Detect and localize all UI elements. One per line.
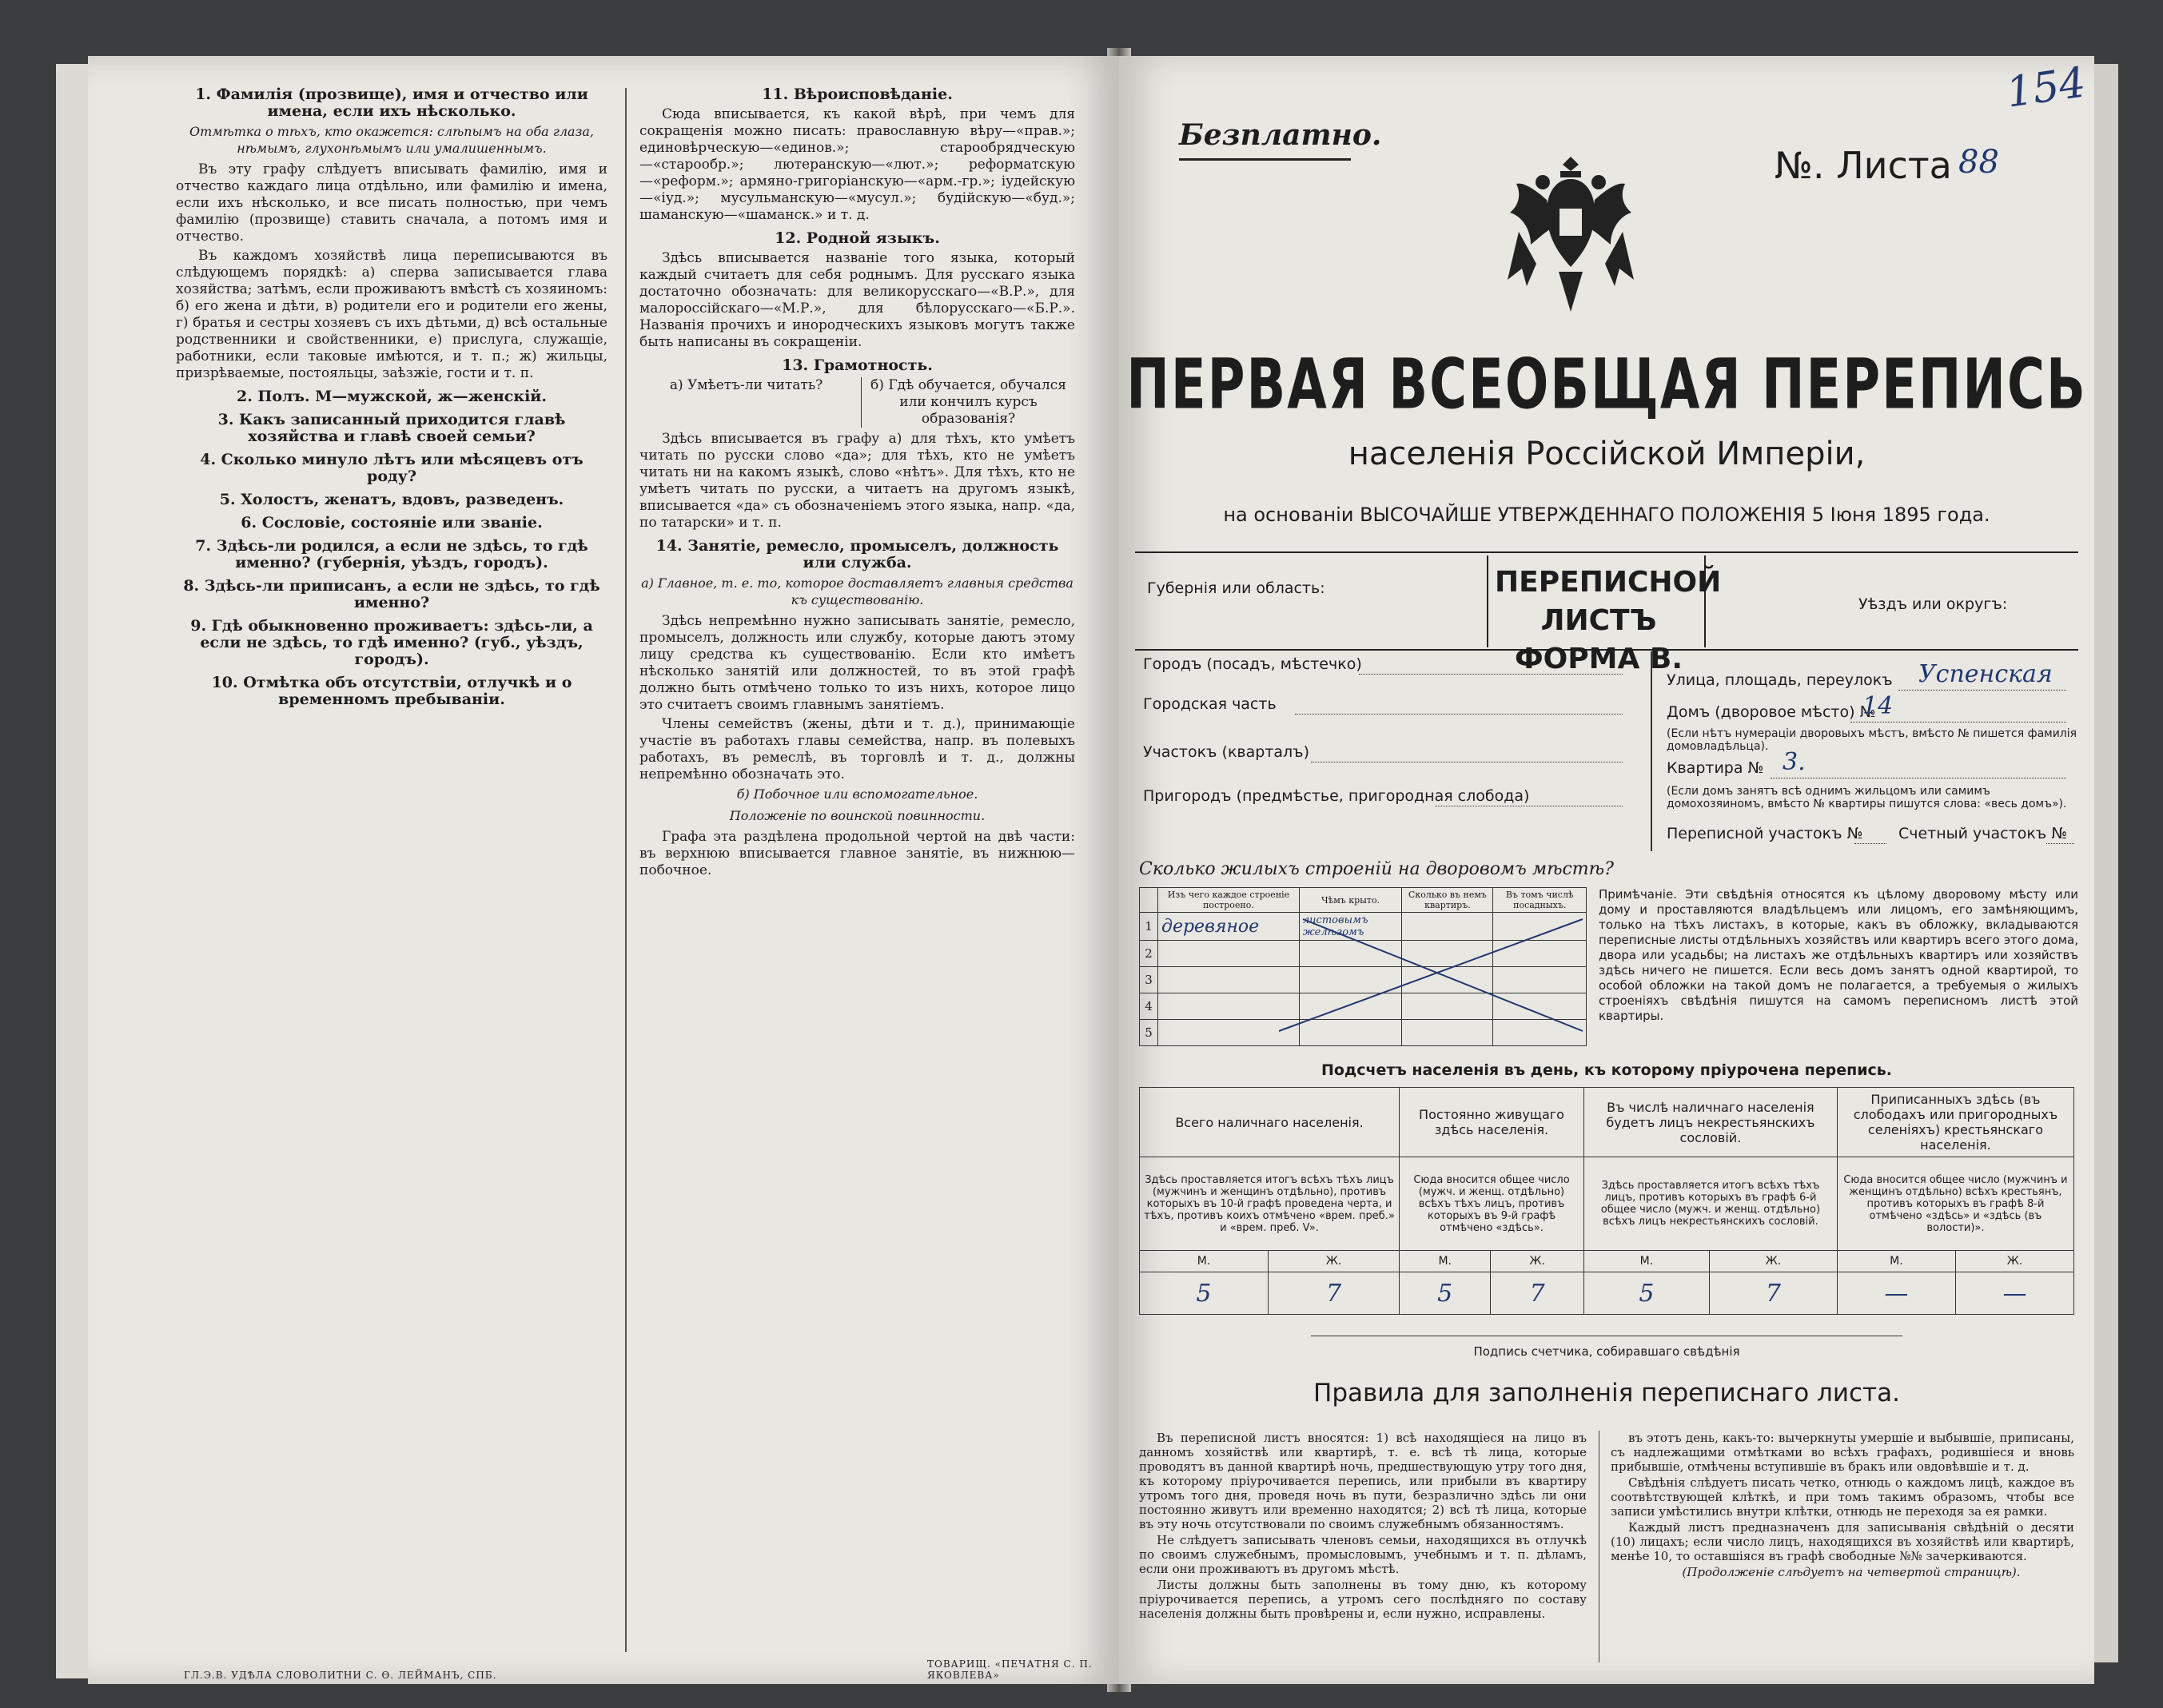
female-label: Ж.	[1491, 1251, 1584, 1272]
left-page	[88, 56, 1119, 1684]
signature-line[interactable]	[1311, 1335, 1902, 1336]
total-male-value[interactable]: 5	[1140, 1272, 1269, 1315]
permanent-female-value[interactable]: 7	[1491, 1272, 1584, 1315]
row-number: 3	[1140, 967, 1158, 993]
bld-header-material: Изъ чего каждое строеніе построено.	[1158, 888, 1300, 913]
literacy-subquestions	[639, 377, 1075, 428]
pop-header-peasant: Приписанныхъ здѣсь (въ слободахъ или пригородныхъ селеніяхъ) крестьянскаго населенія.	[1837, 1088, 2073, 1157]
rules-paragraph: Свѣдѣнія слѣдуетъ писать четко, отнюдь о каждомъ лицѣ, каждое въ соотвѣтствующей клѣткѣ, и при томъ такимъ образомъ, чтобы все записи умѣстились внутри клѣтки, отнюдь не переходя за ея рамки.	[1611, 1475, 2074, 1519]
female-label: Ж.	[1709, 1251, 1837, 1272]
heading-q4: 4. Сколько минуло лѣтъ или мѣсяцевъ отъ роду?	[200, 451, 584, 485]
instructions-column-2	[639, 80, 1075, 1660]
heading-q1: 1. Фамилія (прозвище), имя и отчество или имена, если ихъ нѣсколько.	[195, 86, 588, 120]
suburb-label: Пригородъ (предмѣстье, пригородная слобода)	[1143, 787, 1530, 805]
heading-q11: 11. Вѣроисповѣданіе.	[762, 86, 953, 103]
address-separator	[1651, 651, 1652, 851]
pop-desc-permanent: Сюда вносится общее число (мужч. и женщ. отдѣльно) всѣхъ тѣхъ лицъ, противъ которыхъ въ 9-й графѣ отмѣчено «здѣсь».	[1400, 1157, 1584, 1251]
nonpeasant-male-value[interactable]: 5	[1583, 1272, 1709, 1315]
heading-q10: 10. Отмѣтка объ отсутствіи, отлучкѣ и о временномъ пребываніи.	[211, 674, 572, 708]
rules-continued: (Продолженіе слѣдуетъ на четвертой страницѣ).	[1682, 1565, 2021, 1579]
pop-header-nonpeasant: Въ числѣ наличнаго населенія будетъ лицъ некрестьянскихъ сословій.	[1583, 1088, 1837, 1157]
form-title-line1: ПЕРЕПИСНОЙ ЛИСТЪ	[1495, 566, 1722, 637]
paragraph: Въ каждомъ хозяйствѣ лица переписываются въ слѣдующемъ порядкѣ: а) сперва записывается глава хозяйства; затѣмъ, если проживаютъ вмѣстѣ съ хозяиномъ: б) его жена и дѣти, в) родители его и родители его жены, г) братья и сестры хозяевъ съ ихъ дѣтьми, д) всѣ остальные родственники и свойственники, е) прислуга, служащіе, работники, если таковые имѣются, и т. п.; ж) жильцы, призрѣваемые, постояльцы, заѣзжіе, гости и т. п.	[176, 248, 607, 381]
female-label: Ж.	[1955, 1251, 2073, 1272]
building-material[interactable]	[1158, 967, 1300, 993]
bld-num-header	[1140, 888, 1158, 913]
heading-q5: 5. Холостъ, женатъ, вдовъ, разведенъ.	[219, 491, 564, 508]
rules-paragraph: Въ переписной листъ вносятся: 1) всѣ находящіеся на лицо въ данномъ хозяйствѣ или квартирѣ, т. е. всѣ тѣ лица, которые проводятъ въ данной квартирѣ ночь, предшествующую утру того дня, къ которому пріурочивается перепись, или прибыли въ квартиру утромъ того дня, проведя ночь въ пути, безразлично здѣсь ли они постоянно живутъ или временно находятся; 2) всѣ тѣ лица, которые въ эту ночь отсутствовали по своимъ служебнымъ обязанностямъ.	[1139, 1431, 1587, 1531]
paragraph: Здѣсь вписывается названіе того языка, который каждый считаетъ для себя роднымъ. Для русскаго языка достаточно обозначать: для великорусскаго—«В.Р.», для малороссійскаго—«М.Р.», для бѣлорусскаго—«Б.Р.». Названія прочихъ и инородческихъ языковъ могутъ также быть написаны въ сокращеніи.	[639, 250, 1075, 350]
street-field[interactable]	[1898, 689, 2066, 691]
q13b: б) Гдѣ обучается, обучался или кончилъ курсъ образованія?	[861, 377, 1075, 428]
left-page-stack	[56, 64, 88, 1678]
bld-header-roof: Чѣмъ крыто.	[1299, 888, 1401, 913]
pop-header-permanent: Постоянно живущаго здѣсь населенія.	[1400, 1088, 1584, 1157]
male-label: М.	[1140, 1251, 1269, 1272]
row-number: 2	[1140, 941, 1158, 967]
paragraph: Здѣсь непремѣнно нужно записывать занятіе, ремесло, промыселъ, должность или службу, которые даютъ этому лицу средства къ существованію. Если кто имѣетъ нѣсколько занятій или должностей, то въ этой графѣ должно быть отмѣчено только то изъ нихъ, которое лицо это считаетъ своимъ главнымъ занятіемъ.	[639, 613, 1075, 713]
rules-paragraph: Каждый листъ предназначенъ для записыванія свѣдѣній о десяти (10) лицахъ; если число лицъ, находящихся въ хозяйствѣ или квартирѣ, менѣе 10, то оставшіяся въ графѣ свободные №№ зачеркиваются.	[1611, 1520, 2074, 1563]
city-part-field[interactable]	[1295, 713, 1623, 715]
right-page	[1119, 56, 2094, 1684]
bld-header-residents: Въ томъ числѣ посадныхъ.	[1493, 888, 1587, 913]
district-label: Участокъ (кварталъ)	[1143, 743, 1310, 761]
left-footer: ГЛ.Э.В. УДѢЛА СЛОВОЛИТНИ С. Ѳ. ЛЕЙМАНЪ, СПБ.	[184, 1670, 497, 1681]
apartment-label: Квартира №	[1667, 759, 1764, 777]
row-number: 5	[1140, 1020, 1158, 1046]
heading-q12: 12. Родной языкъ.	[775, 229, 940, 247]
rules-column-2	[1611, 1431, 2074, 1581]
permanent-male-value[interactable]: 5	[1400, 1272, 1491, 1315]
house-field[interactable]	[1850, 721, 2066, 723]
apartment-value: 3.	[1783, 748, 1806, 776]
street-label: Улица, площадь, переулокъ	[1667, 671, 1893, 689]
pop-desc-peasant: Сюда вносится общее число (мужчинъ и женщинъ отдѣльно) всѣхъ крестьянъ, противъ которыхъ въ графѣ 8-й отмѣчено «здѣсь» и «здѣсь (въ волости)».	[1837, 1157, 2073, 1251]
house-label: Домъ (дворовое мѣсто) №	[1667, 703, 1876, 721]
cross-out-mark	[1279, 911, 1587, 1039]
building-material[interactable]	[1158, 993, 1300, 1020]
pop-desc-nonpeasant: Здѣсь проставляется итогъ всѣхъ тѣхъ лицъ, противъ которыхъ въ графѣ 6-й общее число (мужч. и женщ. отдѣльно) всѣхъ лицъ некрестьянскихъ сословій.	[1583, 1157, 1837, 1251]
double-headed-eagle-icon	[1503, 152, 1639, 320]
male-label: М.	[1837, 1251, 1955, 1272]
heading-q9: 9. Гдѣ обыкновенно проживаетъ: здѣсь-ли, а если не здѣсь, то гдѣ именно? (губ., уѣздъ, городъ).	[190, 617, 593, 668]
male-label: М.	[1583, 1251, 1709, 1272]
corner-archive-number: 154	[2003, 58, 2089, 117]
sub-q14a: а) Главное, т. е. то, которое доставляетъ главныя средства къ существованію.	[641, 575, 1074, 607]
rules-paragraph: Не слѣдуетъ записывать членовъ семьи, находящихся въ отлучкѣ по своимъ служебнымъ, промысловымъ, учебнымъ и т. п. дѣламъ, если они проживаютъ въ другомъ мѣстѣ.	[1139, 1533, 1587, 1576]
paragraph: Здѣсь вписывается въ графу а) для тѣхъ, кто умѣетъ читать по русски слово «да»; для тѣхъ, кто не умѣетъ читать ни на какомъ языкѣ, слово «нѣтъ». Для тѣхъ, кто не умѣетъ читать по русски, а читаетъ на другомъ языкѣ, вписывается «да» съ обозначеніемъ этого языка, напр. «да, по татарски» и т. п.	[639, 431, 1075, 531]
district-field[interactable]	[1311, 761, 1623, 762]
counter-area-label: Счетный участокъ №	[1898, 825, 2068, 842]
subnote-q1: Отмѣтка о тѣхъ, кто окажется: слѣпымъ на оба глаза, нѣмымъ, глухонѣмымъ или умалишеннымъ.	[189, 124, 594, 156]
paragraph: Сюда вписывается, къ какой вѣрѣ, при чемъ для сокращенія можно писать: православную вѣру—«прав.»; единовѣрческую—«единов.»; старообрядческую—«старообр.»; лютеранскую—«лют.»; реформатскую—«реформ.»; армяно-григоріанскую—«арм.-гр.»; іудейскую—«іуд.»; мусульманскую—«мусул.»; будійскую—«буд.»; шаманскую—«шаманск.» и т. д.	[639, 106, 1075, 223]
buildings-question: Сколько жилыхъ строеній на дворовомъ мѣстѣ?	[1139, 859, 1614, 879]
building-material[interactable]: деревяное	[1158, 913, 1300, 941]
heading-q13: 13. Грамотность.	[782, 356, 933, 374]
rules-paragraph: Листы должны быть заполнены въ тому дню, къ которому пріурочивается перепись, а утромъ сего послѣдняго по составу населенія должны быть провѣрены и, если нужно, исправлены.	[1139, 1578, 1587, 1621]
heading-q3: 3. Какъ записанный приходится главѣ хозяйства и главѣ своей семьи?	[217, 411, 566, 445]
census-area-label: Переписной участокъ №	[1667, 825, 1863, 842]
form-title	[1495, 563, 1722, 679]
buildings-note: Примѣчаніе. Эти свѣдѣнія относятся къ цѣлому дворовому мѣсту или дому и проставляются владѣльцемъ или лицомъ, его замѣняющимъ, только на тѣхъ листахъ, в которые, какъ въ обложку, вкладываются переписные листы отдѣльныхъ хозяйствъ или квартиръ всего этого дома, двора или усадьбы; на листахъ же отдѣльныхъ квартиръ или хозяйствъ здѣсь ничего не пишется. Если весь домъ занятъ одной квартирой, то особой обложки на такой домъ не полагается, а требуемыя о жилыхъ строеніяхъ свѣдѣнія пишутся на самомъ переписномъ листѣ этой квартиры.	[1599, 887, 2078, 1023]
paragraph: Въ эту графу слѣдуетъ вписывать фамилію, имя и отчество каждаго лица отдѣльно, или фамилію и имена, если ихъ нѣсколько, и все писать полностью, при чемъ фамилію (прозвище) ставить сначала, а потомъ имя и отчество.	[176, 161, 607, 245]
free-label: Безплатно.	[1179, 118, 1382, 152]
rules-paragraph: въ этотъ день, какъ-то: вычеркнуты умершіе и выбывшіе, приписаны, съ надлежащими отмѣтками во всѣхъ графахъ, родившіеся и вновь прибывшіе, отмѣчены вступившіе въ бракъ или овдовѣвшіе и т. д.	[1611, 1431, 2074, 1474]
counter-area-field[interactable]	[2046, 842, 2074, 844]
free-underline	[1179, 158, 1351, 161]
apartment-note: (Если домъ занятъ всѣ однимъ жильцомъ или самимъ домохозяиномъ, вмѣсто № квартиры пишутся слова: «весь домъ»).	[1667, 785, 2067, 810]
pop-header-total: Всего наличнаго населенія.	[1140, 1088, 1400, 1157]
heading-q14: 14. Занятіе, ремесло, промыселъ, должность или служба.	[655, 537, 1059, 571]
instructions-column-1	[176, 80, 607, 1660]
heading-q6: 6. Сословіе, состояніе или званіе.	[241, 514, 543, 532]
sheet-number-label: №. Листа	[1775, 144, 1952, 187]
bld-header-apartments: Сколько въ немъ квартиръ.	[1402, 888, 1493, 913]
guberniya-label: Губернія или область:	[1147, 579, 1325, 597]
city-part-label: Городская часть	[1143, 695, 1277, 713]
sheet-number-value: 88	[1958, 144, 1999, 181]
building-roof[interactable]: листовымъ желѣзомъ	[1299, 913, 1401, 941]
heading-q8: 8. Здѣсь-ли приписанъ, а если не здѣсь, то гдѣ именно?	[183, 577, 600, 611]
signature-label: Подпись счетчика, собиравшаго свѣдѣнія	[1473, 1344, 1740, 1359]
page-title: ПЕРВАЯ ВСЕОБЩАЯ ПЕРЕПИСЬ	[1126, 345, 2087, 425]
sub-q15: Положеніе по воинской повинности.	[729, 808, 986, 823]
page-subtitle: населенія Россійской Имперіи,	[1348, 436, 1866, 472]
building-material[interactable]	[1158, 941, 1300, 967]
peasant-male-value[interactable]: —	[1837, 1272, 1955, 1315]
city-field[interactable]	[1359, 673, 1623, 675]
pop-desc-total: Здѣсь проставляется итогъ всѣхъ тѣхъ лицъ (мужчинъ и женщинъ отдѣльно), противъ которыхъ въ 10-й графѣ проведена черта, и тѣхъ, противъ коихъ отмѣчено «врем. преб.» и «врем. преб. V».	[1140, 1157, 1400, 1251]
row-number: 4	[1140, 993, 1158, 1020]
paragraph: Члены семействъ (жены, дѣти и т. д.), принимающіе участіе въ работахъ главы семейства, напр. въ полевыхъ работахъ, въ ремеслѣ, въ торговлѣ и т. д., должны непремѣнно обозначать это.	[639, 716, 1075, 782]
right-page-stack	[2094, 64, 2118, 1662]
rules-column-1	[1139, 1431, 1587, 1622]
peasant-female-value[interactable]: —	[1955, 1272, 2073, 1315]
suburb-field[interactable]	[1435, 805, 1623, 806]
form-title-line2: ФОРМА В.	[1514, 643, 1683, 675]
apartment-field[interactable]	[1771, 777, 2066, 778]
house-value: 14	[1862, 692, 1894, 720]
q13a: а) Умѣетъ-ли читать?	[669, 377, 823, 393]
street-value: Успенская	[1918, 660, 2053, 688]
right-footer: ТОВАРИЩ. «ПЕЧАТНЯ С. П. ЯКОВЛЕВА»	[927, 1658, 1093, 1681]
rules-title: Правила для заполненія переписнаго листа.	[1313, 1379, 1900, 1407]
total-female-value[interactable]: 7	[1268, 1272, 1399, 1315]
legal-basis: на основаніи ВЫСОЧАЙШЕ УТВЕРЖДЕННАГО ПОЛОЖЕНІЯ 5 Іюня 1895 года.	[1223, 504, 1990, 526]
building-material[interactable]	[1158, 1020, 1300, 1046]
census-area-field[interactable]	[1854, 842, 1886, 844]
male-label: М.	[1400, 1251, 1491, 1272]
heading-q2: 2. Полъ. М—мужской, ж—женскій.	[236, 388, 547, 405]
sub-q14b: б) Побочное или вспомогательное.	[736, 786, 978, 802]
house-note: (Если нѣтъ нумераціи дворовыхъ мѣстъ, вмѣсто № пишется фамилія домовладѣльца).	[1667, 727, 2077, 753]
population-table	[1139, 1087, 2074, 1315]
female-label: Ж.	[1268, 1251, 1399, 1272]
nonpeasant-female-value[interactable]: 7	[1709, 1272, 1837, 1315]
paragraph: Графа эта раздѣлена продольной чертой на двѣ части: въ верхнюю вписывается главное занятіе, въ нижнюю—побочное.	[639, 829, 1075, 878]
heading-q7: 7. Здѣсь-ли родился, а если не здѣсь, то гдѣ именно? (губернія, уѣздъ, городъ).	[195, 537, 588, 571]
city-label: Городъ (посадъ, мѣстечко)	[1143, 655, 1362, 673]
population-count-title: Подсчетъ населенія въ день, къ которому пріурочена перепись.	[1321, 1061, 1893, 1079]
row-number: 1	[1140, 913, 1158, 941]
column-divider	[625, 88, 627, 1652]
uezd-label: Уѣздъ или округъ:	[1858, 595, 2008, 613]
